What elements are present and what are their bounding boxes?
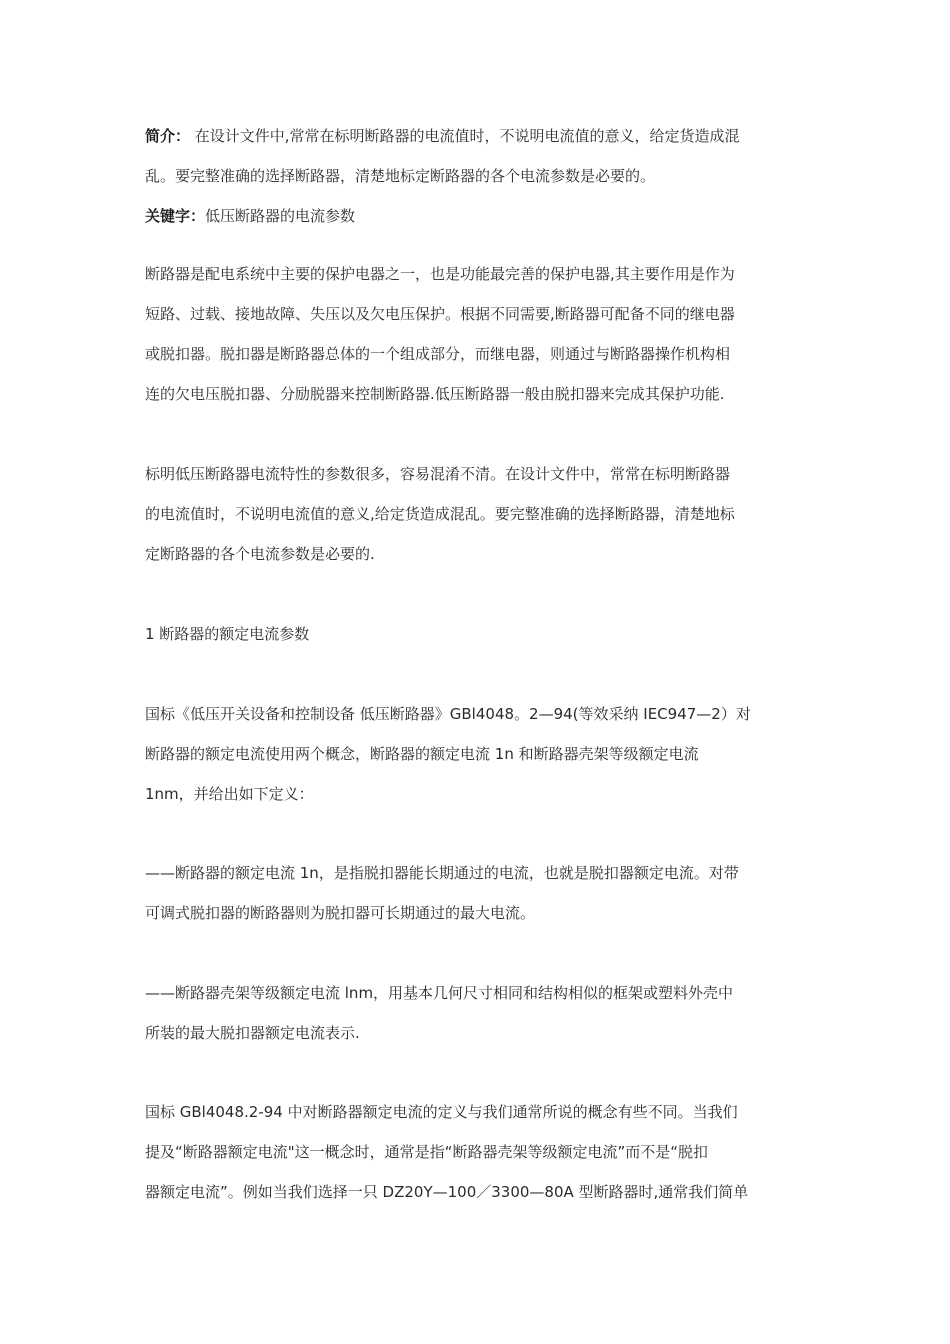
keywords-line <box>145 206 355 226</box>
paragraph-1-line-2: 短路、过载、接地故障、失压以及欠电压保护。根据不同需要,断路器可配备不同的继电器 <box>145 305 735 323</box>
intro-line-2: 乱。要完整准确的选择断路器，清楚地标定断路器的各个电流参数是必要的。 <box>145 167 656 185</box>
section-1-title: 1 断路器的额定电流参数 <box>145 625 310 643</box>
paragraph-2-line-2: 的电流值时，不说明电流值的意义,给定货造成混乱。要完整准确的选择断路器，清楚地标 <box>145 505 735 523</box>
paragraph-1-line-3: 或脱扣器。脱扣器是断路器总体的一个组成部分，而继电器，则通过与断路器操作机构相 <box>145 345 731 363</box>
intro-label: 简介： <box>145 127 191 145</box>
paragraph-2-line-1: 标明低压断路器电流特性的参数很多，容易混淆不清。在设计文件中，常常在标明断路器 <box>145 465 731 483</box>
paragraph-4-line-2: 可调式脱扣器的断路器则为脱扣器可长期通过的最大电流。 <box>145 904 536 922</box>
paragraph-6-line-2: 提及“断路器额定电流"这一概念时，通常是指“断路器壳架等级额定电流”而不是“脱扣 <box>145 1143 708 1161</box>
paragraph-3-line-1: 国标《低压开关设备和控制设备 低压断路器》GBl4048。2—94(等效采纳 IEC947—2）对 <box>145 705 751 723</box>
paragraph-1-line-4: 连的欠电压脱扣器、分励脱器来控制断路器.低压断路器一般由脱扣器来完成其保护功能. <box>145 385 725 403</box>
intro-text-1: 在设计文件中,常常在标明断路器的电流值时，不说明电流值的意义，给定货造成混 <box>190 127 740 145</box>
paragraph-5-line-1: ——断路器壳架等级额定电流 lnm，用基本几何尺寸相同和结构相似的框架或塑料外壳中 <box>145 984 734 1002</box>
paragraph-3-line-3: 1nm，并给出如下定义： <box>145 785 314 803</box>
paragraph-4-line-1: ——断路器的额定电流 1n，是指脱扣器能长期通过的电流，也就是脱扣器额定电流。对带 <box>145 864 739 882</box>
intro-line-1 <box>145 126 740 146</box>
paragraph-2-line-3: 定断路器的各个电流参数是必要的. <box>145 545 375 563</box>
paragraph-6-line-3: 器额定电流”。例如当我们选择一只 DZ20Y—100／3300—80A 型断路器时,通常我们简单 <box>145 1183 749 1201</box>
paragraph-5-line-2: 所装的最大脱扣器额定电流表示. <box>145 1024 360 1042</box>
keywords-label: 关键字： <box>145 207 206 225</box>
paragraph-1-line-1: 断路器是配电系统中主要的保护电器之一，也是功能最完善的保护电器,其主要作用是作为 <box>145 265 735 283</box>
keywords-text: 低压断路器的电流参数 <box>205 207 356 225</box>
paragraph-3-line-2: 断路器的额定电流使用两个概念，断路器的额定电流 1n 和断路器壳架等级额定电流 <box>145 745 699 763</box>
paragraph-6-line-1: 国标 GBl4048.2-94 中对断路器额定电流的定义与我们通常所说的概念有些不同。当我们 <box>145 1103 738 1121</box>
